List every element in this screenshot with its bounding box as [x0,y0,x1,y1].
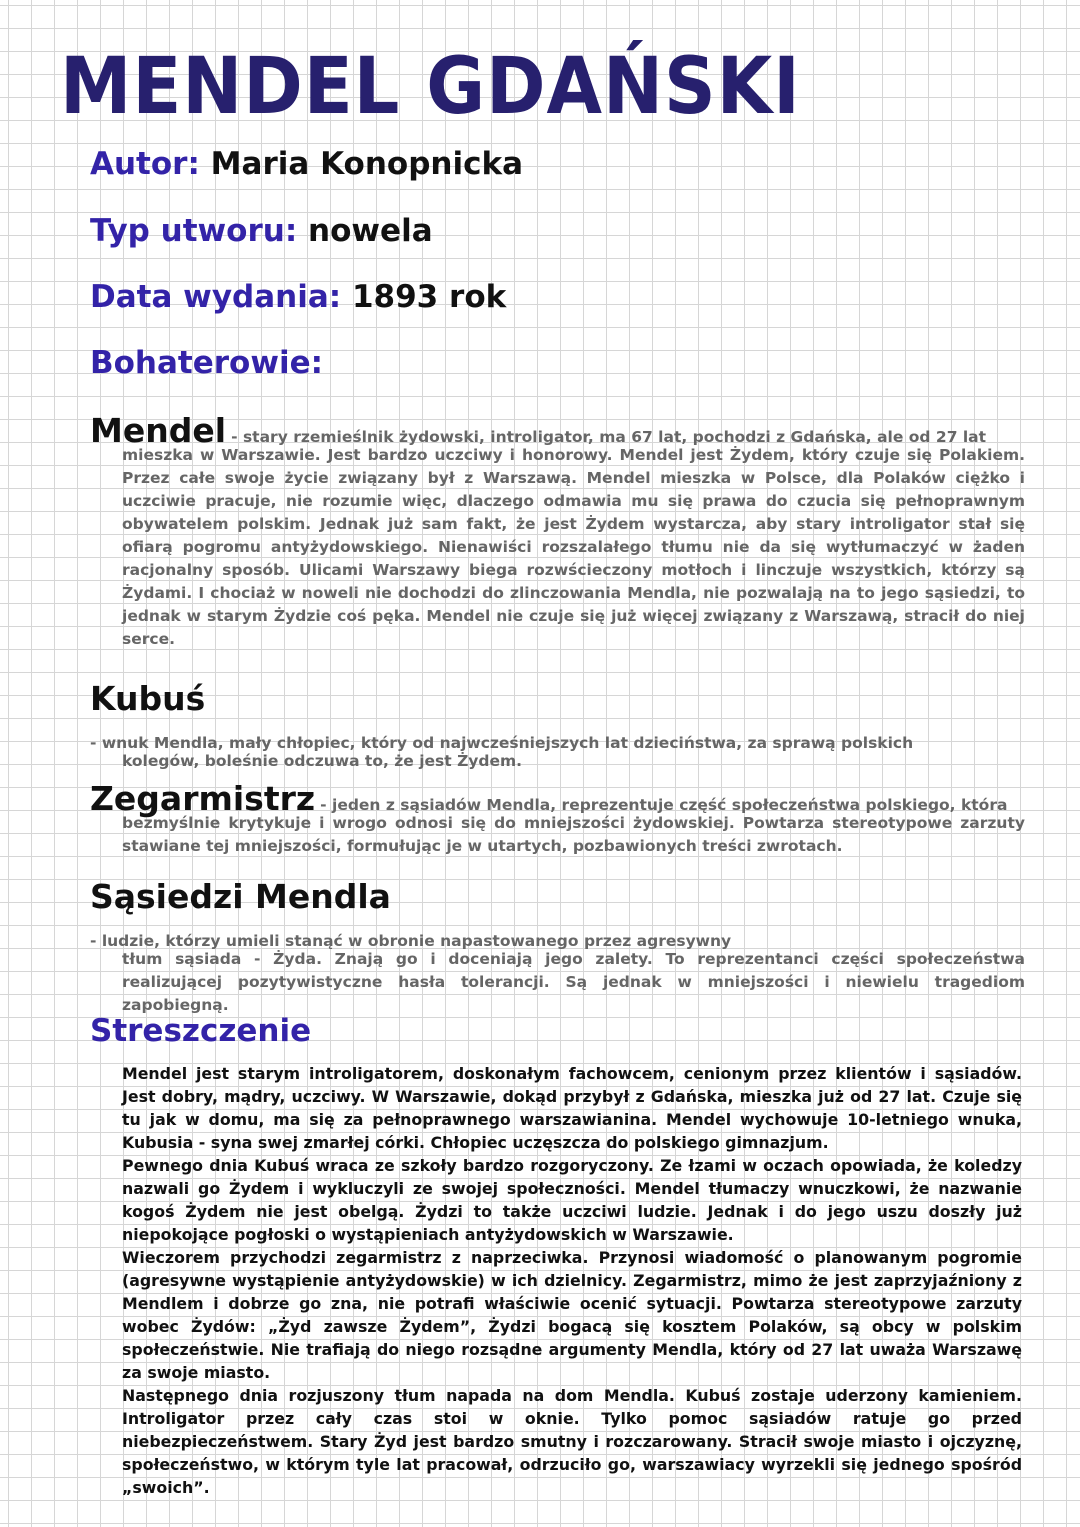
hero-first-line: - wnuk Mendla, mały chłopiec, który od najwcześniejszych lat dzieciństwa, za sprawą polskich [90,734,914,752]
hero-description: kolegów, boleśnie odczuwa to, że jest Żydem. [122,752,523,770]
meta-date [90,279,506,315]
hero-name: Zegarmistrz [90,779,316,818]
hero-name: Sąsiedzi Mendla [90,877,391,916]
hero-mendel [90,412,1025,651]
hero-name: Kubuś [90,679,206,718]
hero-description: mieszka w Warszawie. Jest bardzo uczciwy i honorowy. Mendel jest Żydem, który czuje się Polakiem. Przez całe swoje życie związany był z Warszawą. Mendel mieszka w Polsce, dla Polaków ciężko i uczciwie pracuje, nie rozumie więc, dlaczego odmawia mu się prawa do czucia się pełnoprawnym obywatelem polskim. Jednak już sam fakt, że jest Żydem wystarcza, aby stary introligator stał się ofiarą pogromu antyżydowskiego. Nienawiści rozszalałego tłumu nie da się wytłumaczyć w żaden racjonalny sposób. Ulicami Warszawy biega rozwścieczony motłoch i linczuje wszystkich, którzy są Żydami. I chociaż w noweli nie dochodzi do zlinczowania Mendla, nie pozwalają na to jego sąsiedzi, to jednak w starym Żydzie coś pęka. Mendel nie czuje się już więcej związany z Warszawą, stracił do niej serce. [122,446,1025,648]
meta-date-value: 1893 rok [351,279,507,315]
meta-author-value: Maria Konopnicka [210,146,524,182]
hero-first-line: - stary rzemieślnik żydowski, introligator, ma 67 lat, pochodzi z Gdańska, ale od 27 lat [231,428,987,446]
hero-name: Mendel [90,411,227,450]
hero-description: tłum sąsiada - Żyda. Znają go i doceniają jego zalety. To reprezentanci części społeczeństwa realizującej pozytywistyczne hasła tolerancji. Są jednak w mniejszości i niewielu tragediom zapobiegną. [122,950,1025,1014]
meta-type-value: nowela [308,213,433,249]
hero-first-line: - jeden z sąsiadów Mendla, reprezentuje część społeczeństwa polskiego, która [320,796,1008,814]
summary-paragraph: Wieczorem przychodzi zegarmistrz z naprzeciwka. Przynosi wiadomość o planowanym pogromie (agresywne wystąpienie antyżydowskie) w ich dzielnicy. Zegarmistrz, mimo że jest zaprzyjaźniony z Mendlem i dobrze go zna, nie potrafi właściwie ocenić sytuacji. Powtarza stereotypowe zarzuty wobec Żydów: „Żyd zawsze Żydem”, Żydzi bogacą się kosztem Polaków, są obcy w polskim społeczeństwie. Nie trafiają do niego rozsądne argumenty Mendla, który od 27 lat uważa Warszawę za swoje miasto. [122,1248,1022,1382]
meta-author-label: Autor: [90,146,200,182]
meta-author [90,146,523,182]
meta-type [90,213,433,249]
summary-heading: Streszczenie [90,1013,312,1049]
hero-kubus [90,680,1025,773]
page-title: MENDEL GDAŃSKI [60,42,801,132]
meta-date-label: Data wydania: [90,279,342,315]
summary-paragraph: Pewnego dnia Kubuś wraca ze szkoły bardzo rozgoryczony. Ze łzami w oczach opowiada, że koledzy nazwali go Żydem i wykluczyli ze swojej społeczności. Mendel tłumaczy wnuczkowi, że nazwanie kogoś Żydem nie jest obelgą. Żydzi to także uczciwi ludzie. Jednak i do jego uszu doszły już niepokojące pogłoski o wystąpieniach antyżydowskich w Warszawie. [122,1156,1022,1244]
summary-paragraph: Następnego dnia rozjuszony tłum napada na dom Mendla. Kubuś zostaje uderzony kamieniem. Introligator przez cały czas stoi w oknie. Tylko pomoc sąsiadów ratuje go przed niebezpieczeństwem. Stary Żyd jest bardzo smutny i rozczarowany. Stracił swoje miasto i ojczyznę, społeczeństwo, w którym tyle lat pracował, odrzuciło go, warszawiacy wyrzekli się jednego spośród „swoich”. [122,1386,1022,1497]
meta-type-label: Typ utworu: [90,213,298,249]
summary-paragraph: Mendel jest starym introligatorem, doskonałym fachowcem, cenionym przez klientów i sąsiadów. Jest dobry, mądry, uczciwy. W Warszawie, dokąd przybył z Gdańska, mieszka już od 27 lat. Czuje się tu jak w domu, ma się za pełnoprawnego warszawianina. Mendel wychowuje 10-letniego wnuka, Kubusia - syna swej zmarłej córki. Chłopiec uczęszcza do polskiego gimnazjum. [122,1064,1022,1152]
hero-sasiedzi [90,878,1025,1017]
heroes-heading: Bohaterowie: [90,345,324,381]
hero-description: bezmyślnie krytykuje i wrogo odnosi się do mniejszości żydowskiej. Powtarza stereotypowe zarzuty stawiane tej mniejszości, formułując je w utartych, pozbawionych treści zwrotach. [122,814,1025,855]
hero-first-line: - ludzie, którzy umieli stanąć w obronie napastowanego przez agresywny [90,932,732,950]
hero-zegarmistrz [90,780,1025,858]
summary-text [122,1062,1022,1499]
